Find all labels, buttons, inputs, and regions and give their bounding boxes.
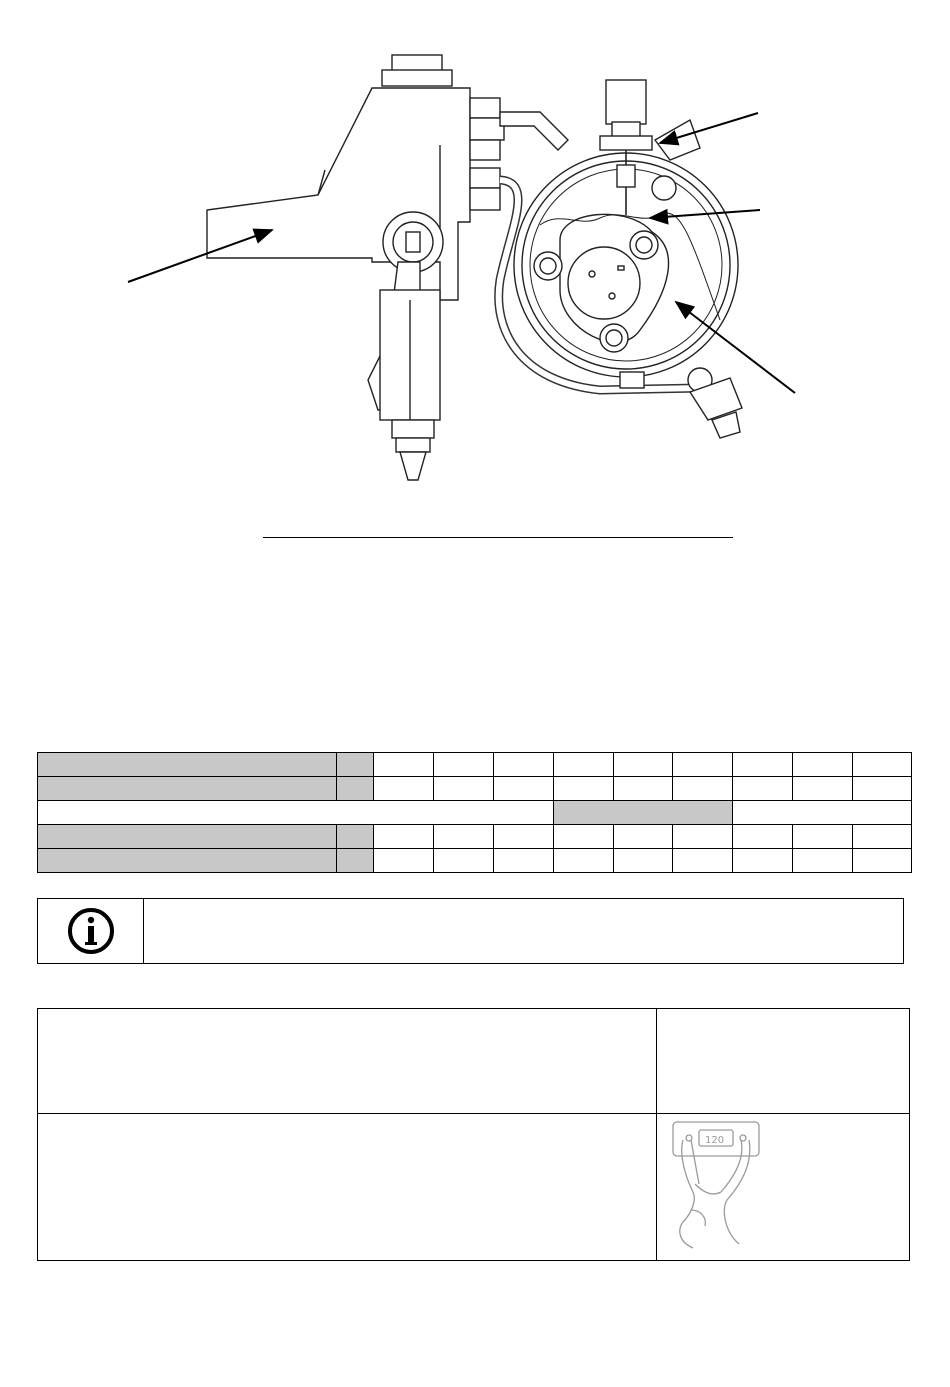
spec-cell xyxy=(554,777,614,801)
spec-cell xyxy=(793,825,853,849)
spec-cell xyxy=(434,849,494,873)
info-icon-cell xyxy=(38,899,144,963)
dispensing-gun-drawing xyxy=(0,0,950,520)
spec-cell xyxy=(374,777,434,801)
spec-cell xyxy=(853,825,912,849)
info-icon xyxy=(66,906,116,956)
spec-cell xyxy=(793,753,853,777)
spec-divider-left xyxy=(38,801,554,825)
spec-row xyxy=(38,777,912,801)
spec-row-label xyxy=(38,849,337,873)
info-note-text xyxy=(144,899,903,963)
spec-cell xyxy=(554,753,614,777)
spec-cell xyxy=(733,849,793,873)
step-image-cell xyxy=(657,1009,910,1114)
spec-cell xyxy=(733,825,793,849)
spec-cell xyxy=(614,849,673,873)
spec-cell xyxy=(853,849,912,873)
spec-row xyxy=(38,849,912,873)
spec-cell xyxy=(614,753,673,777)
spec-cell xyxy=(494,753,554,777)
spec-cell xyxy=(614,825,673,849)
spec-row-unit xyxy=(337,825,374,849)
spec-divider-row xyxy=(38,801,912,825)
two-finger-press-icon xyxy=(665,1114,765,1254)
spec-cell xyxy=(614,777,673,801)
figure-caption-underline xyxy=(263,537,733,538)
spec-cell xyxy=(853,753,912,777)
spec-cell xyxy=(793,849,853,873)
step-text xyxy=(38,1009,657,1114)
step-row xyxy=(38,1009,910,1114)
spec-cell xyxy=(733,777,793,801)
spec-cell xyxy=(793,777,853,801)
spec-table xyxy=(37,752,912,873)
svg-text:120: 120 xyxy=(705,1135,725,1146)
spec-cell xyxy=(434,777,494,801)
step-image-cell xyxy=(657,1114,910,1261)
spec-divider-right xyxy=(733,801,912,825)
spec-row-label xyxy=(38,825,337,849)
spec-cell xyxy=(374,753,434,777)
spec-cell xyxy=(494,777,554,801)
spec-cell xyxy=(733,753,793,777)
spec-cell xyxy=(374,849,434,873)
step-row xyxy=(38,1114,910,1261)
spec-cell xyxy=(554,825,614,849)
step-text xyxy=(38,1114,657,1261)
spec-row-unit xyxy=(337,777,374,801)
steps-table xyxy=(37,1008,910,1261)
spec-cell xyxy=(434,753,494,777)
info-note xyxy=(37,898,904,964)
spec-row-unit xyxy=(337,849,374,873)
spec-row xyxy=(38,753,912,777)
spec-cell xyxy=(673,825,733,849)
spec-cell xyxy=(554,849,614,873)
spec-row xyxy=(38,825,912,849)
spec-cell xyxy=(434,825,494,849)
spec-cell xyxy=(853,777,912,801)
spec-row-unit xyxy=(337,753,374,777)
spec-cell xyxy=(494,849,554,873)
spec-cell xyxy=(673,849,733,873)
spec-divider-heading xyxy=(554,801,733,825)
spec-cell xyxy=(374,825,434,849)
spec-row-label xyxy=(38,777,337,801)
spec-cell xyxy=(673,777,733,801)
spec-cell xyxy=(494,825,554,849)
spec-cell xyxy=(673,753,733,777)
spec-row-label xyxy=(38,753,337,777)
